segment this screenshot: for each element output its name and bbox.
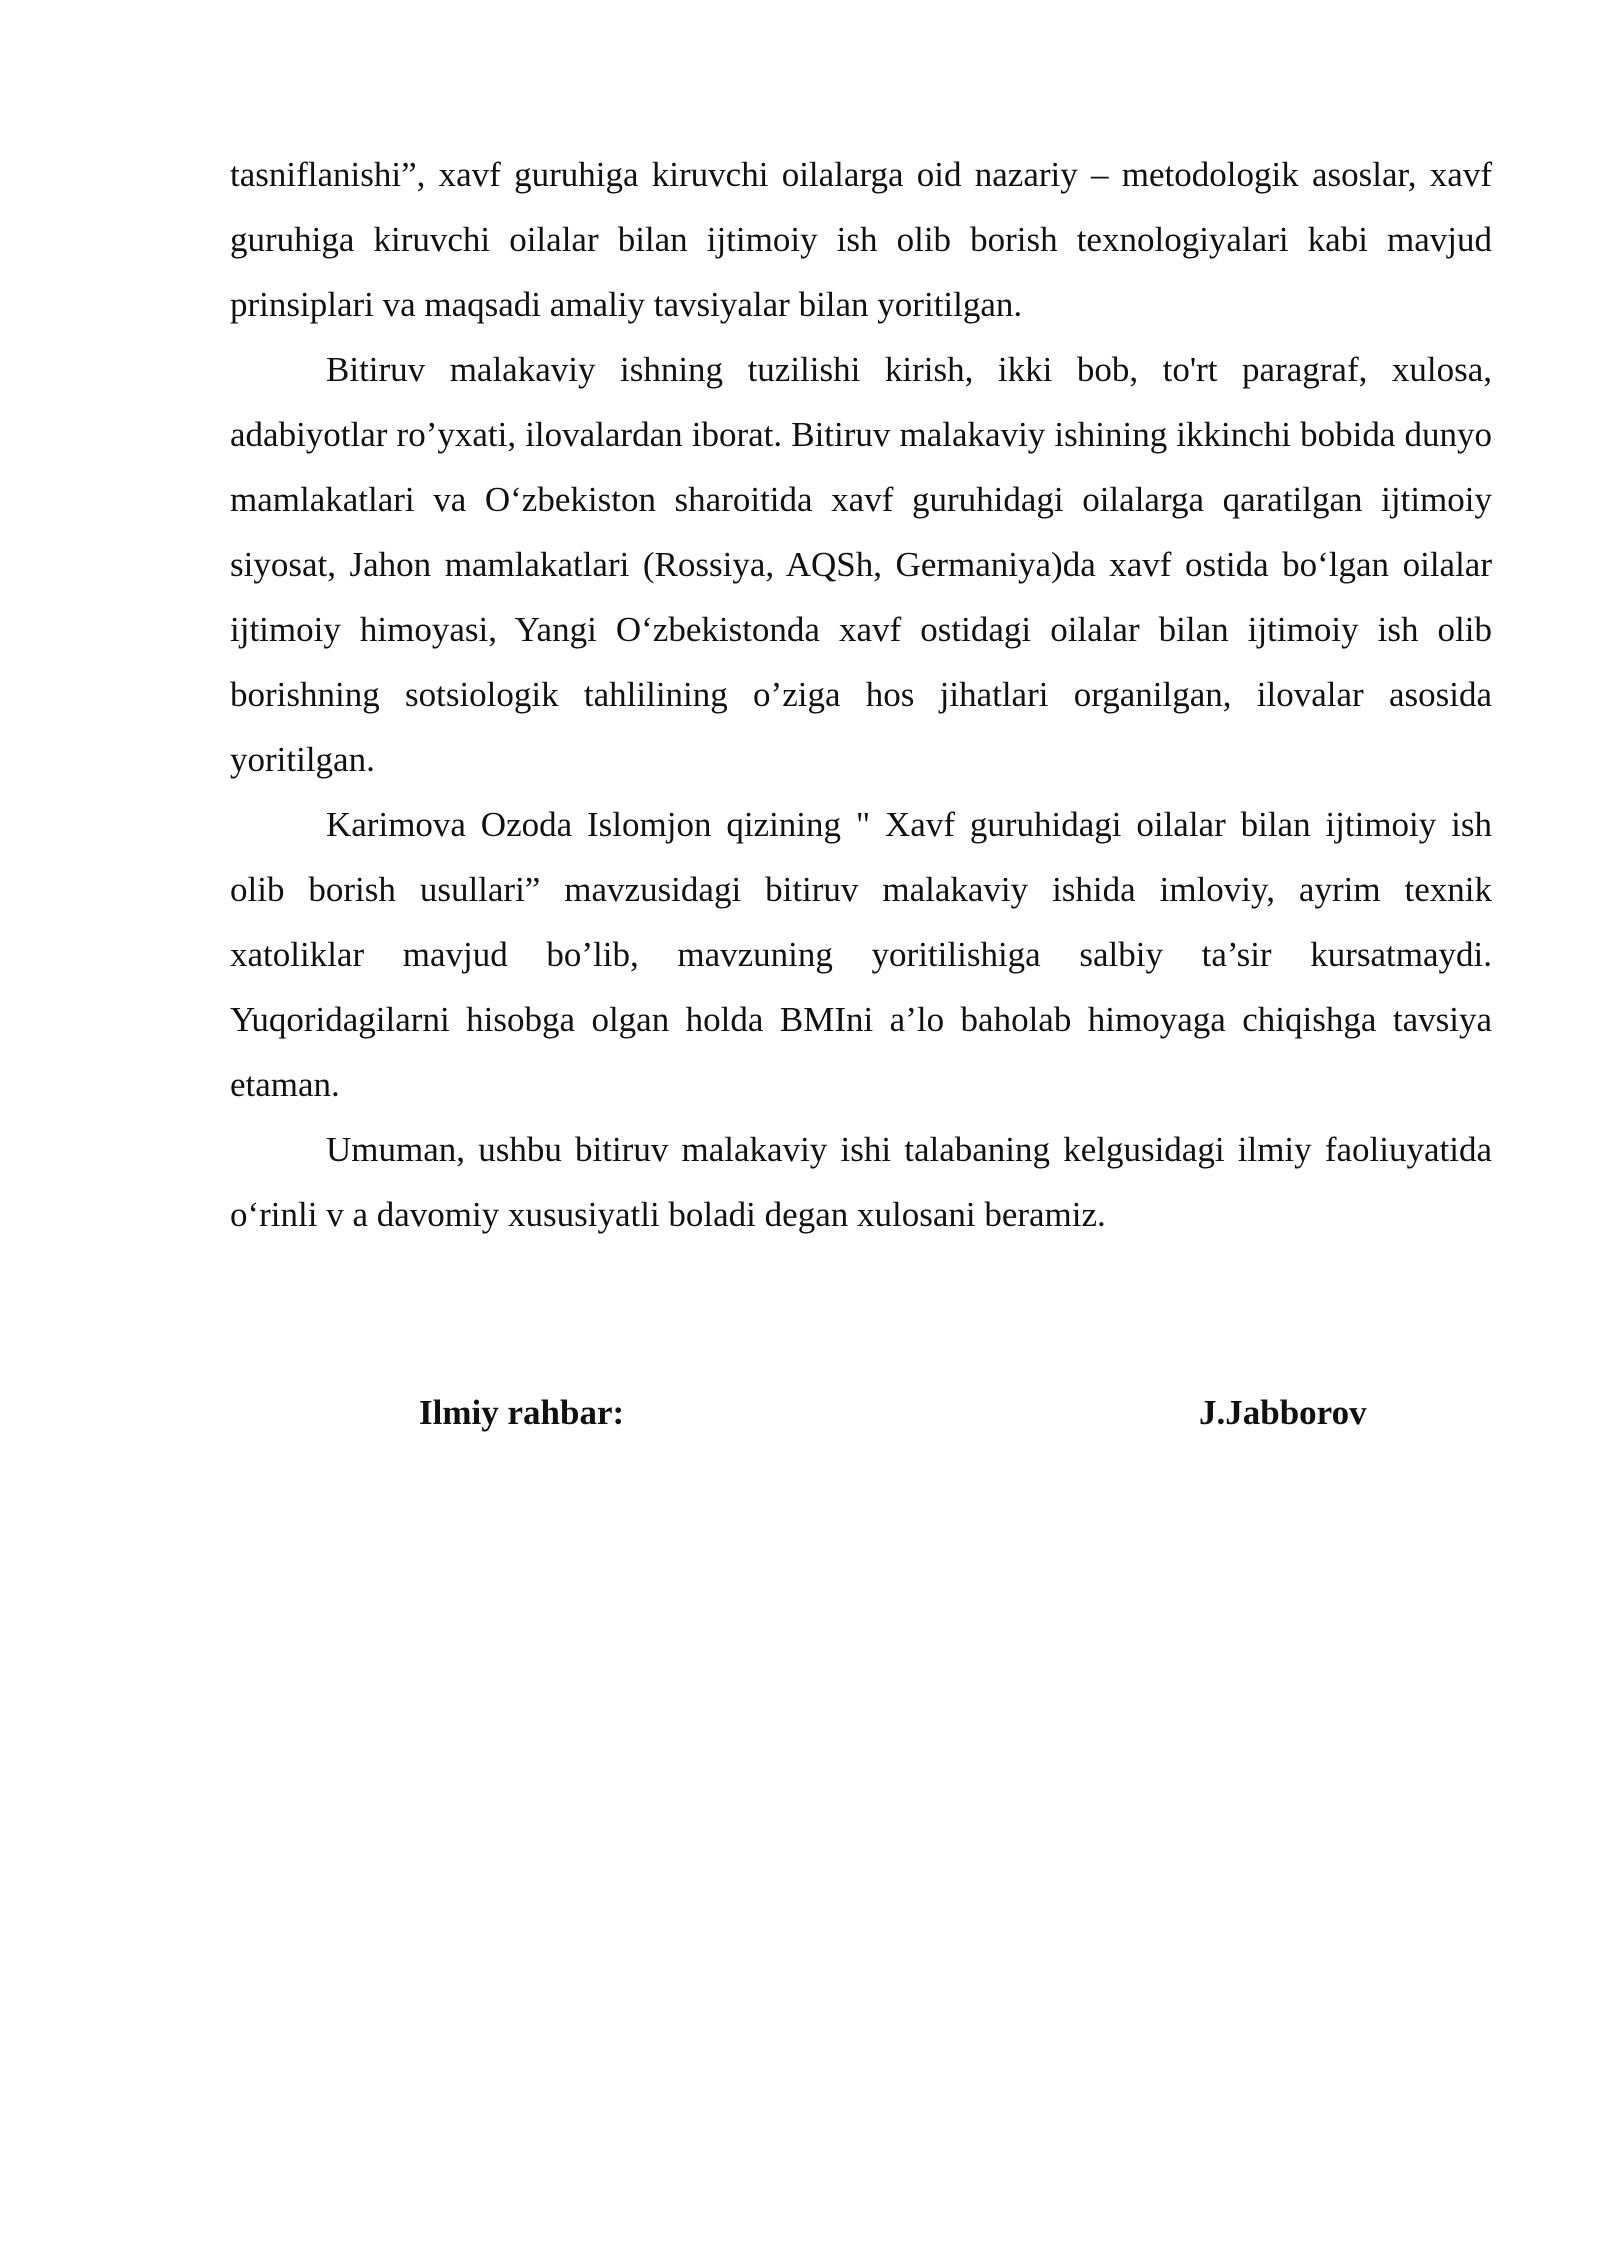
signature-name: J.Jabborov bbox=[1199, 1393, 1367, 1432]
paragraph-continuation: tasniflanishi”, xavf guruhiga kiruvchi oilalarga oid nazariy – metodologik asoslar, xavf guruhiga kiruvchi oilalar bilan ijtimoiy ish olib borish texnologiyalari kabi mavjud prinsiplari va maqsadi amaliy tavsiyalar bilan yoritilgan. bbox=[230, 155, 1492, 324]
document-body bbox=[230, 142, 1492, 1247]
paragraph-evaluation: Karimova Ozoda Islomjon qizining " Xavf guruhidagi oilalar bilan ijtimoiy ish olib borish usullari” mavzusidagi bitiruv malakaviy ishida imloviy, ayrim texnik xatoliklar mavjud bo’lib, mavzuning yoritilishiga salbiy ta’sir kursatmaydi. Yuqoridagilarni hisobga olgan holda BMIni a’lo baholab himoyaga chiqishga tavsiya etaman. bbox=[230, 805, 1492, 1104]
paragraph-structure: Bitiruv malakaviy ishning tuzilishi kirish, ikki bob, to'rt paragraf, xulosa, adabiyotlar ro’yxati, ilovalardan iborat. Bitiruv malakaviy ishining ikkinchi bobida dunyo mamlakatlari va O‘zbekiston sharoitida xavf guruhidagi oilalarga qaratilgan ijtimoiy siyosat, Jahon mamlakatlari (Rossiya, AQSh, Germaniya)da xavf ostida bo‘lgan oilalar ijtimoiy himoyasi, Yangi O‘zbekistonda xavf ostidagi oilalar bilan ijtimoiy ish olib borishning sotsiologik tahlilining o’ziga hos jihatlari organilgan, ilovalar asosida yoritilgan. bbox=[230, 350, 1492, 779]
paragraph-conclusion: Umuman, ushbu bitiruv malakaviy ishi talabaning kelgusidagi ilmiy faoliuyatida o‘rinli v a davomiy xususiyatli boladi degan xulosani beramiz. bbox=[230, 1130, 1492, 1234]
signature-label: Ilmiy rahbar: bbox=[419, 1393, 625, 1432]
